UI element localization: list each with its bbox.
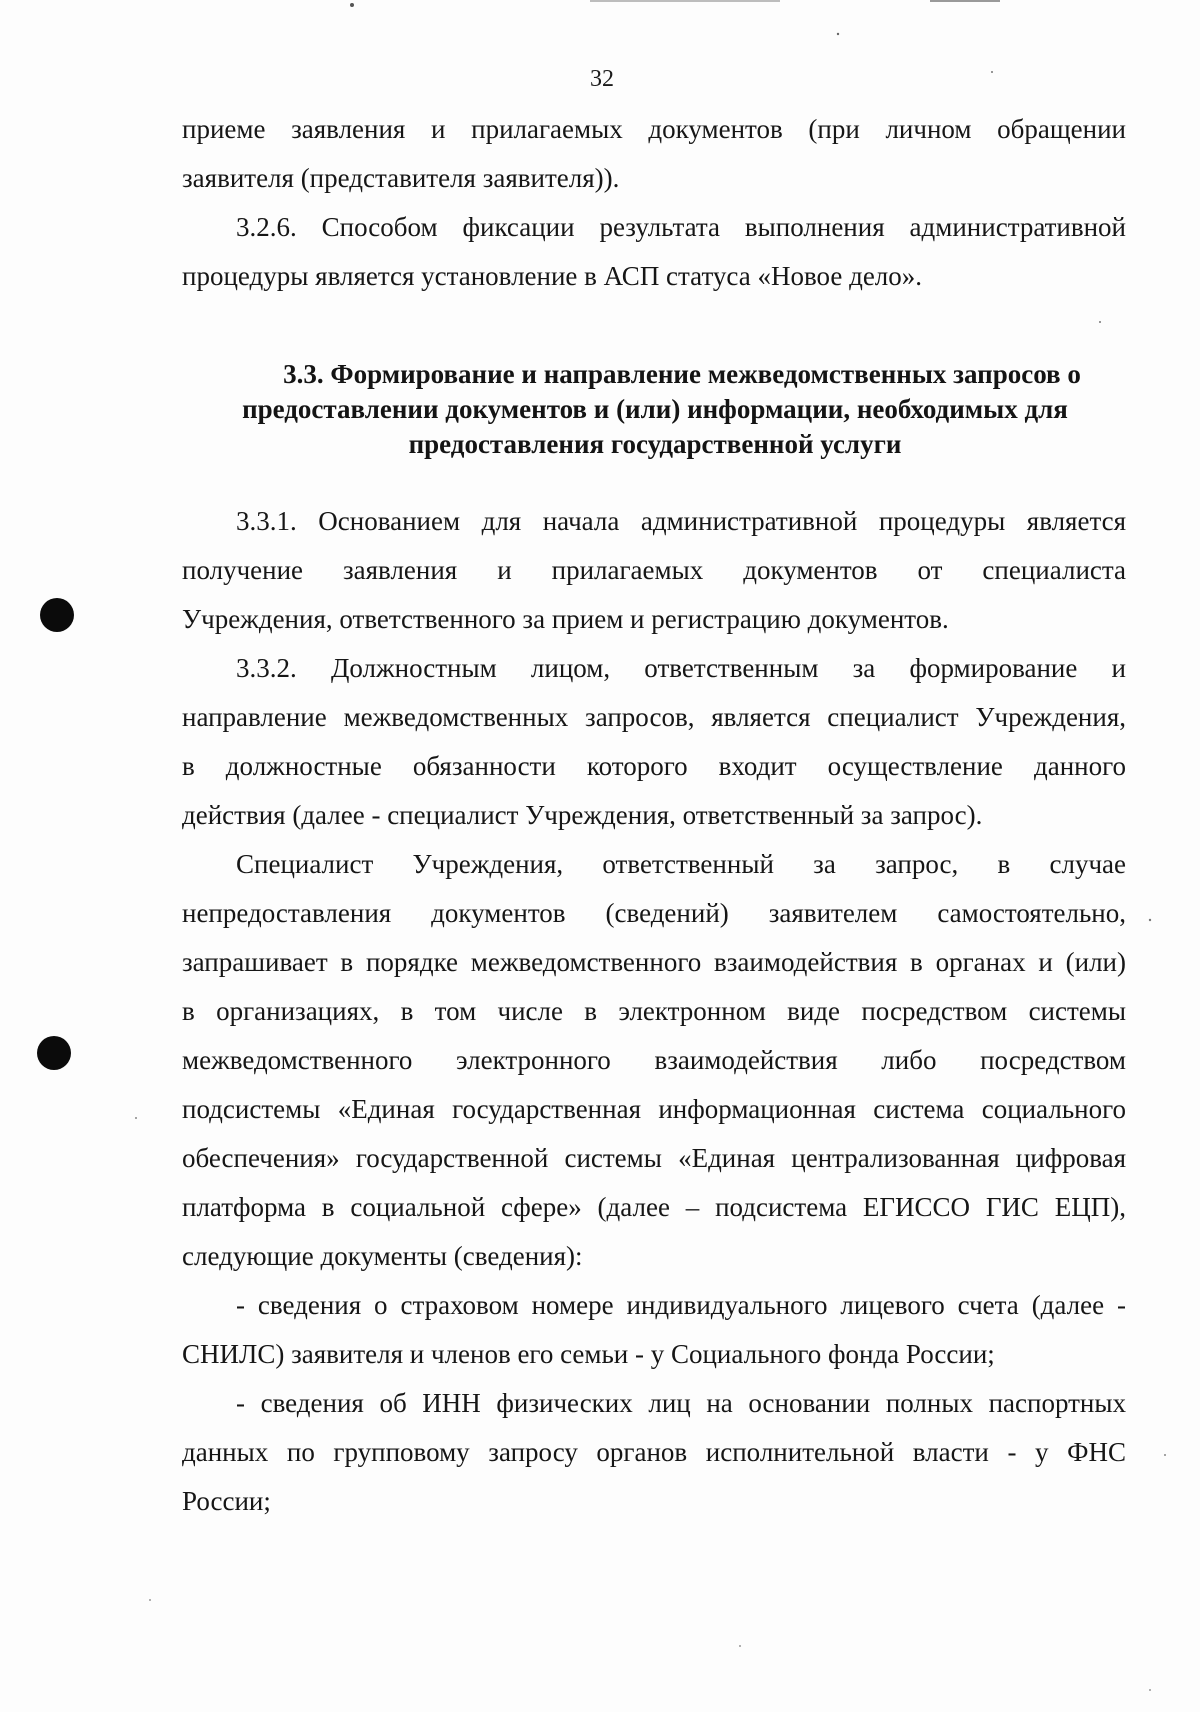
paragraph-line: получение заявления и прилагаемых документов от специалиста: [182, 555, 1126, 585]
binder-hole-punch-bottom: [37, 1036, 71, 1070]
paragraph-line: приеме заявления и прилагаемых документов (при личном обращении: [182, 114, 1126, 144]
paragraph-line: платформа в социальной сфере» (далее – подсистема ЕГИССО ГИС ЕЦП),: [182, 1192, 1126, 1222]
paragraph-line: данных по групповому запросу органов исполнительной власти - у ФНС: [182, 1437, 1126, 1467]
section-heading-line: 3.3. Формирование и направление межведомственных запросов о: [283, 359, 1081, 389]
paragraph-line: непредоставления документов (сведений) заявителем самостоятельно,: [182, 898, 1126, 928]
paragraph-line: в организациях, в том числе в электронном виде посредством системы: [182, 996, 1126, 1026]
paragraph-line: межведомственного электронного взаимодействия либо посредством: [182, 1045, 1126, 1075]
paragraph-line: СНИЛС) заявителя и членов его семьи - у Социального фонда России;: [182, 1339, 995, 1369]
paragraph-line: 3.3.1. Основанием для начала административной процедуры является: [236, 506, 1126, 536]
paragraph-line: обеспечения» государственной системы «Единая централизованная цифровая: [182, 1143, 1126, 1173]
page-number: 32: [590, 66, 614, 92]
section-heading-line: предоставления государственной услуги: [408, 429, 902, 459]
paragraph-line: направление межведомственных запросов, является специалист Учреждения,: [182, 702, 1126, 732]
paragraph-line: Специалист Учреждения, ответственный за запрос, в случае: [236, 849, 1126, 879]
section-heading-line: предоставлении документов и (или) информации, необходимых для: [242, 394, 1068, 424]
paragraph-line: следующие документы (сведения):: [182, 1241, 583, 1271]
paragraph-line: в должностные обязанности которого входит осуществление данного: [182, 751, 1126, 781]
paragraph-line: заявителя (представителя заявителя)).: [182, 163, 620, 193]
paragraph-line: процедуры является установление в АСП статуса «Новое дело».: [182, 261, 923, 291]
paragraph-line: запрашивает в порядке межведомственного взаимодействия в органах и (или): [182, 947, 1126, 977]
paragraph-line: России;: [182, 1486, 271, 1516]
paragraph-line: Учреждения, ответственного за прием и регистрацию документов.: [182, 604, 949, 634]
paragraph-line: - сведения об ИНН физических лиц на основании полных паспортных: [236, 1388, 1126, 1418]
paragraph-line: - сведения о страховом номере индивидуального лицевого счета (далее -: [236, 1290, 1126, 1320]
binder-hole-punch-top: [40, 598, 74, 632]
paragraph-line: подсистемы «Единая государственная информационная система социального: [182, 1094, 1126, 1124]
paragraph-line: 3.2.6. Способом фиксации результата выполнения административной: [236, 212, 1126, 242]
paragraph-line: 3.3.2. Должностным лицом, ответственным за формирование и: [236, 653, 1126, 683]
paragraph-line: действия (далее - специалист Учреждения, ответственный за запрос).: [182, 800, 983, 830]
